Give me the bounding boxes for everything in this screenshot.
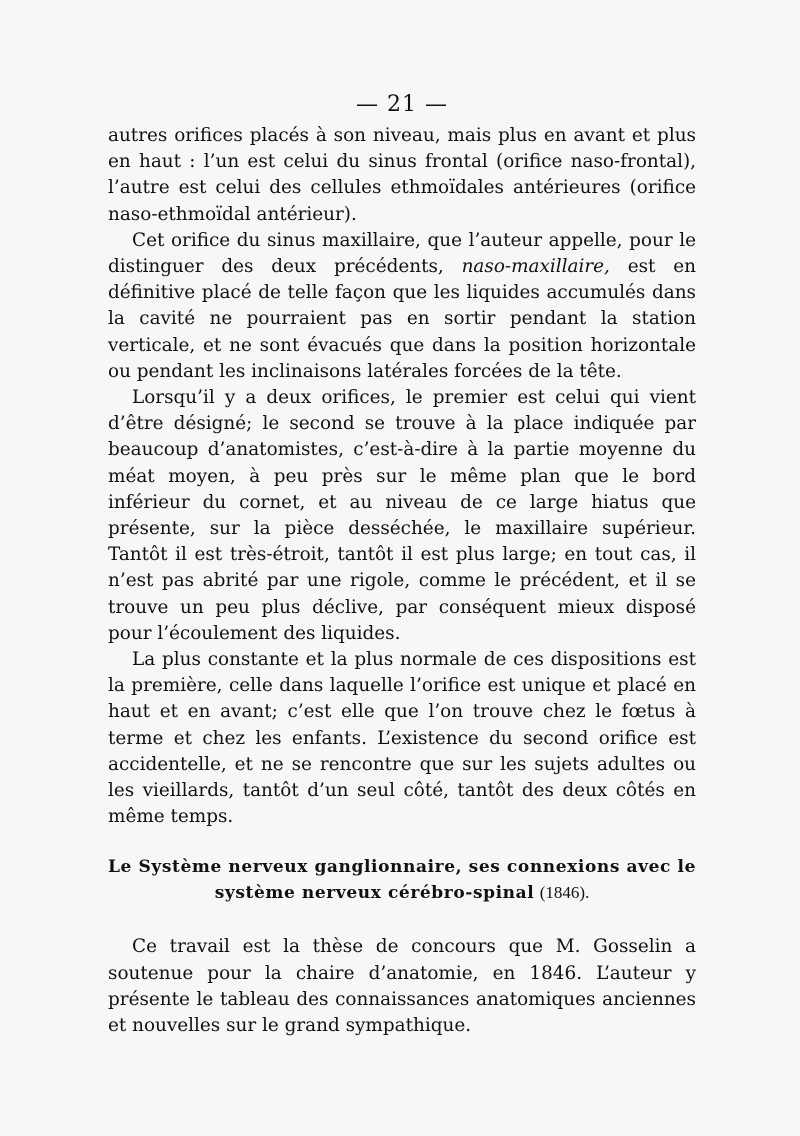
paragraph-2-text-a: Cet orifice du sinus maxillaire, que l’auteur appelle, pour le distinguer des deux précédents,	[108, 229, 696, 278]
paragraph-3-text: Lorsqu’il y a deux orifices, le premier est celui qui vient d’être désigné; le second se trouve à la place indiquée par beaucoup d’anatomistes, c’est-à-dire à la partie moyenne du méat moyen, à peu près sur le même plan que le bord inférieur du cornet, et au niveau de ce large hiatus que présente, sur la pièce desséchée, le maxillaire supérieur. Tantôt il est très-étroit, tantôt il est plus large; en tout cas, il n’est pas abrité par une rigole, comme le précédent, et il se trouve un peu plus déclive, par conséquent mieux disposé pour l’écoulement des liquides.	[108, 387, 696, 644]
paragraph-4-text: La plus constante et la plus normale de ces dispositions est la première, celle dans laquelle l’orifice est unique et placé en haut et en avant; c’est elle que l’on trouve chez le fœtus à terme et chez les enfants. L’existence du second orifice est accidentelle, et ne se rencontre que sur les sujets adultes ou les vieillards, tantôt d’un seul côté, tantôt des deux côtés en même temps.	[108, 649, 696, 828]
paragraph-2-text-b: est en définitive placé de telle façon que les liquides accumulés dans la cavité ne pourraient pas en sortir pendant la station verticale, et ne sont évacués que dans la position horizontale ou pendant les inclinaisons latérales forcées de la tête.	[108, 256, 696, 382]
paragraph-2-italic-term: naso-maxillaire,	[461, 256, 610, 278]
paragraph-final	[108, 934, 696, 1039]
paragraph-final-text: Ce travail est la thèse de concours que M. Gosselin a soutenue pour la chaire d’anatomie, en 1846. L’auteur y présente le tableau des connaissances anatomiques anciennes et nouvelles sur le grand sympathique.	[108, 936, 696, 1037]
section-heading-year: (1846).	[539, 883, 590, 903]
section-heading	[108, 854, 696, 906]
page-body	[108, 92, 696, 1039]
paragraph-3	[108, 385, 696, 647]
paragraph-2	[108, 228, 696, 385]
paragraph-1-text: autres orifices placés à son niveau, mais plus en avant et plus en haut : l’un est celui du sinus frontal (orifice naso-frontal), l’autre est celui des cellules ethmoïdales antérieures (orifice naso-ethmoïdal antérieur).	[108, 125, 696, 225]
paragraph-4	[108, 647, 696, 830]
page-number: — 21 —	[356, 92, 448, 117]
section-heading-title: Le Système nerveux ganglionnaire, ses connexions avec le système nerveux cérébro-spinal	[108, 857, 696, 904]
paragraph-1	[108, 123, 696, 228]
